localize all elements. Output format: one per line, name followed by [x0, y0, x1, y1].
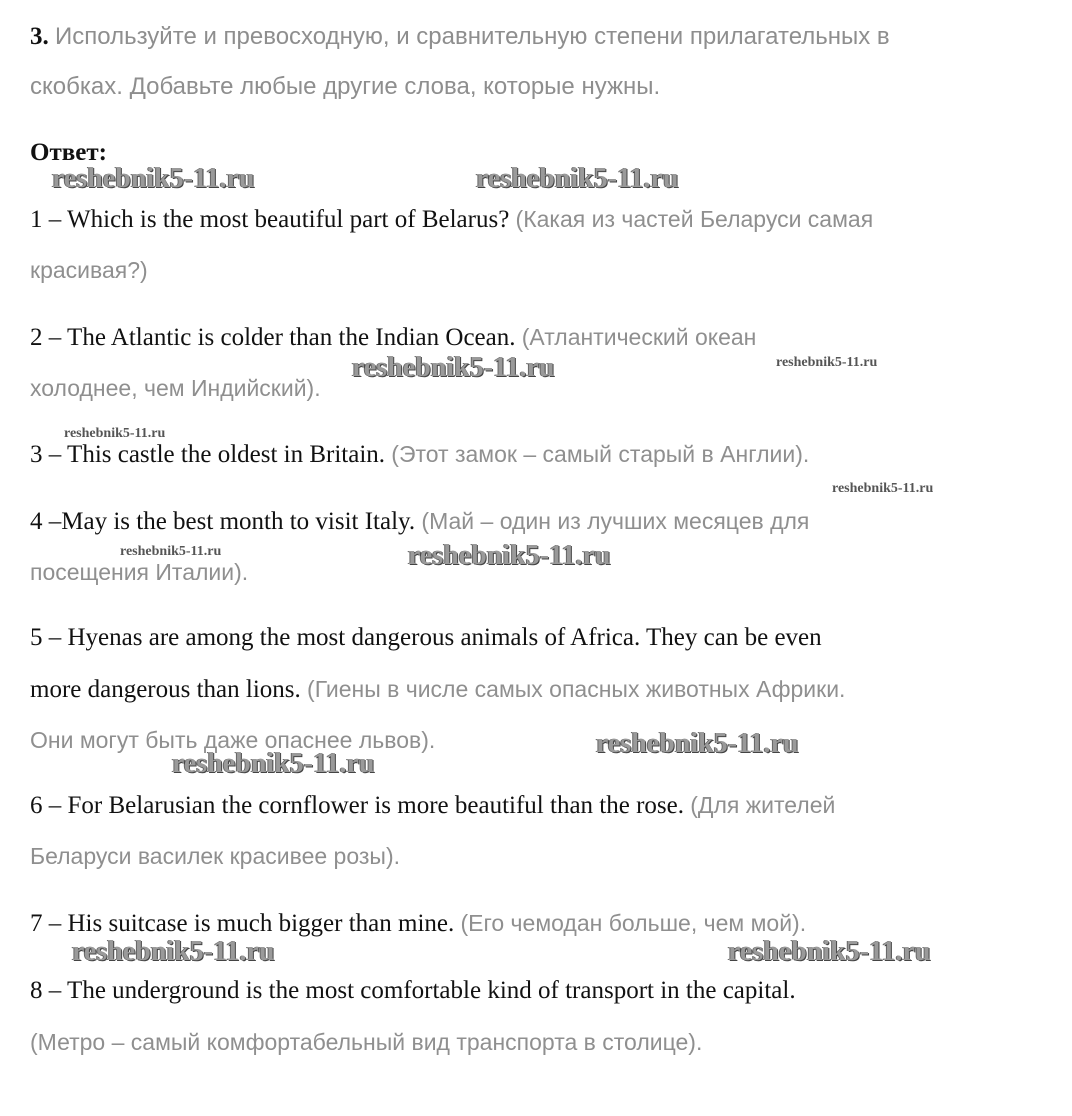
- watermark: reshebnik5-11.ru: [172, 748, 375, 779]
- item-1-translation: (Какая из частей Беларуси самая: [515, 206, 874, 232]
- task-number: 3.: [30, 23, 49, 50]
- watermark: reshebnik5-11.ru: [596, 728, 799, 759]
- item-6-translation-cont: Беларуси василек красивее розы).: [30, 843, 400, 869]
- watermark: reshebnik5-11.ru: [728, 936, 931, 967]
- answer-item-2-cont: [30, 373, 321, 404]
- watermark: reshebnik5-11.ru: [72, 936, 275, 967]
- item-2-translation-cont: холоднее, чем Индийский).: [30, 375, 321, 401]
- item-5-translation: (Гиены в числе самых опасных животных Африки.: [307, 676, 846, 702]
- watermark: reshebnik5-11.ru: [476, 163, 679, 194]
- item-4-translation-cont: посещения Италии).: [30, 559, 249, 585]
- item-5-translation-cont: Они могут быть даже опаснее львов).: [30, 727, 436, 753]
- item-7-translation: (Его чемодан больше, чем мой).: [460, 910, 807, 936]
- item-6-english: 6 – For Belarusian the cornflower is more beautiful than the rose.: [30, 792, 684, 819]
- item-5-english: 5 – Hyenas are among the most dangerous animals of Africa. They can be even: [30, 624, 822, 651]
- item-4-translation: (Май – один из лучших месяцев для: [421, 508, 810, 534]
- watermark: reshebnik5-11.ru: [408, 540, 611, 571]
- watermark: reshebnik5-11.ru: [776, 355, 878, 370]
- item-8-translation: (Метро – самый комфортабельный вид транспорта в столице).: [30, 1029, 703, 1055]
- item-3-english: 3 – This castle the oldest in Britain.: [30, 441, 386, 468]
- watermark: reshebnik5-11.ru: [120, 544, 222, 559]
- item-1-translation-cont: красивая?): [30, 257, 148, 283]
- item-8-english: 8 – The underground is the most comfortable kind of transport in the capital.: [30, 977, 796, 1004]
- answer-item-7: [30, 908, 806, 939]
- answer-item-2: [30, 322, 756, 353]
- answer-item-6: [30, 790, 835, 821]
- answer-item-1-cont: [30, 255, 148, 286]
- answer-item-5: [30, 623, 822, 653]
- answer-heading: Ответ:: [30, 139, 107, 166]
- item-6-translation: (Для жителей: [690, 792, 836, 818]
- watermark: reshebnik5-11.ru: [52, 163, 255, 194]
- answer-item-4: [30, 506, 809, 537]
- item-1-english: 1 – Which is the most beautiful part of Belarus?: [30, 206, 510, 233]
- item-5-english-cont: more dangerous than lions.: [30, 676, 301, 703]
- watermark: reshebnik5-11.ru: [832, 481, 934, 496]
- task-text-1: Используйте и превосходную, и сравнительную степени прилагательных в: [55, 23, 890, 50]
- item-2-translation: (Атлантический океан: [521, 324, 757, 350]
- item-7-english: 7 – His suitcase is much bigger than mine.: [30, 910, 455, 937]
- item-4-english: 4 –May is the best month to visit Italy.: [30, 508, 416, 535]
- task-text-2: скобках. Добавьте любые другие слова, которые нужны.: [30, 73, 661, 100]
- task-line-1: [30, 22, 890, 52]
- item-3-translation: (Этот замок – самый старый в Англии).: [391, 441, 810, 467]
- answer-item-4-cont: [30, 557, 248, 588]
- answer-item-6-cont: [30, 841, 400, 872]
- watermark: reshebnik5-11.ru: [64, 426, 166, 441]
- watermark: reshebnik5-11.ru: [352, 352, 555, 383]
- answer-item-5-cont: [30, 674, 845, 705]
- answer-item-8-cont: [30, 1027, 702, 1058]
- task-line-2: [30, 72, 660, 102]
- answer-item-3: [30, 439, 809, 470]
- answer-item-8: [30, 976, 796, 1006]
- item-2-english: 2 – The Atlantic is colder than the Indian Ocean.: [30, 324, 516, 351]
- answer-item-1: [30, 204, 873, 235]
